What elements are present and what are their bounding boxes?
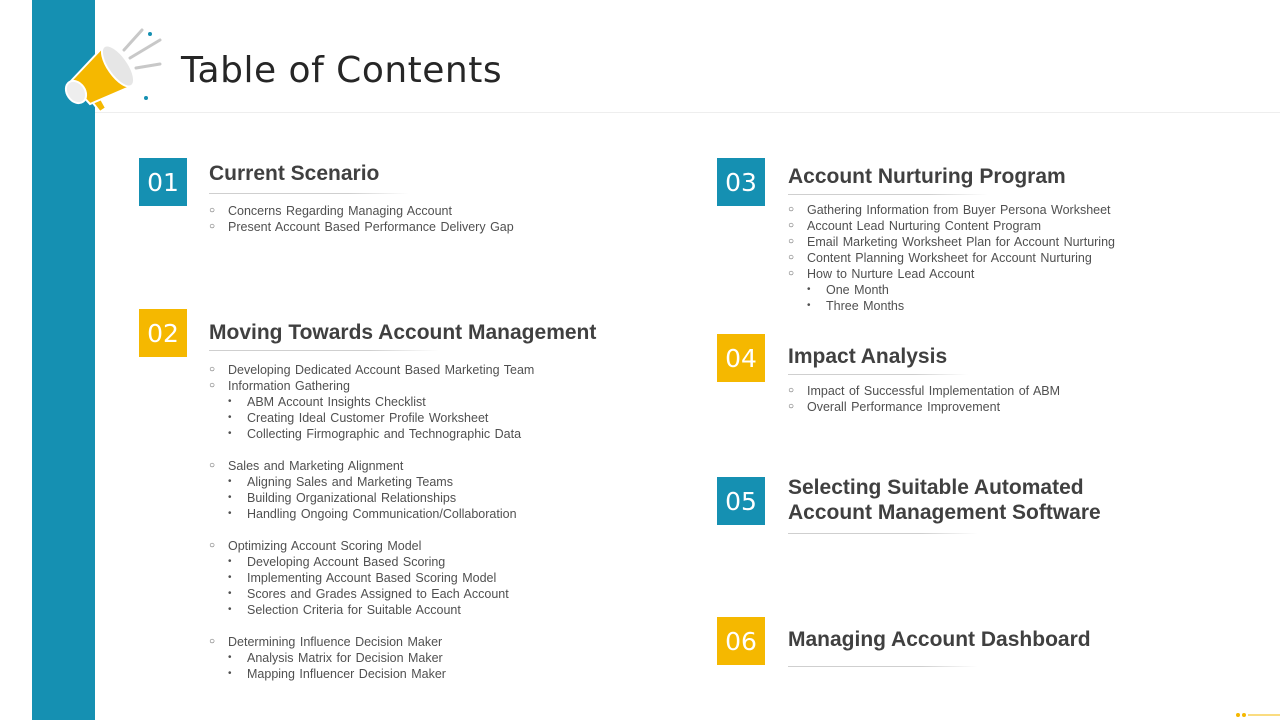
header-divider — [95, 112, 1280, 113]
list-item: ○ Concerns Regarding Managing Account — [209, 203, 514, 219]
list-item: ○ Developing Dedicated Account Based Marketing Team — [209, 362, 534, 378]
sub-list-item: • Mapping Influencer Decision Maker — [209, 666, 534, 682]
sub-list-item: • Selection Criteria for Suitable Account — [209, 602, 534, 618]
list-item: ○ How to Nurture Lead Account — [788, 266, 1115, 282]
section-number-badge: 03 — [717, 158, 765, 206]
sub-list-item: • Aligning Sales and Marketing Teams — [209, 474, 534, 490]
sub-list-item: • Collecting Firmographic and Technographic Data — [209, 426, 534, 442]
list-item: ○ Account Lead Nurturing Content Program — [788, 218, 1115, 234]
section-item-list — [209, 203, 514, 235]
section-title — [788, 475, 1101, 525]
list-spacer — [209, 618, 534, 634]
sub-list-item: • Developing Account Based Scoring — [209, 554, 534, 570]
list-item: ○ Email Marketing Worksheet Plan for Account Nurturing — [788, 234, 1115, 250]
section-number-badge: 01 — [139, 158, 187, 206]
section-divider — [209, 350, 439, 351]
sub-list-item: • Scores and Grades Assigned to Each Account — [209, 586, 534, 602]
sub-list-item: • One Month — [788, 282, 1115, 298]
sub-list-item: • Implementing Account Based Scoring Model — [209, 570, 534, 586]
section-title-line: Account Management Software — [788, 501, 1101, 524]
sub-list-item: • Handling Ongoing Communication/Collaboration — [209, 506, 534, 522]
section-number-badge: 04 — [717, 334, 765, 382]
section-number-badge: 05 — [717, 477, 765, 525]
section-title: Moving Towards Account Management — [209, 321, 597, 344]
megaphone-icon — [56, 24, 168, 120]
section-divider — [788, 194, 988, 195]
list-item: ○ Optimizing Account Scoring Model — [209, 538, 534, 554]
sub-list-item: • Analysis Matrix for Decision Maker — [209, 650, 534, 666]
list-item: ○ Sales and Marketing Alignment — [209, 458, 534, 474]
list-item: ○ Information Gathering — [209, 378, 534, 394]
section-divider — [788, 533, 978, 534]
section-title: Current Scenario — [209, 162, 380, 185]
list-item: ○ Impact of Successful Implementation of ABM — [788, 383, 1060, 399]
page-title: Table of Contents — [181, 50, 503, 91]
section-title: Managing Account Dashboard — [788, 628, 1091, 651]
sub-list-item: • Building Organizational Relationships — [209, 490, 534, 506]
section-number-badge: 02 — [139, 309, 187, 357]
list-spacer — [209, 522, 534, 538]
list-item: ○ Content Planning Worksheet for Account Nurturing — [788, 250, 1115, 266]
section-title: Impact Analysis — [788, 345, 948, 368]
list-item: ○ Overall Performance Improvement — [788, 399, 1060, 415]
list-item: ○ Determining Influence Decision Maker — [209, 634, 534, 650]
sub-list-item: • ABM Account Insights Checklist — [209, 394, 534, 410]
section-item-list — [788, 202, 1115, 314]
section-number-badge: 06 — [717, 617, 765, 665]
section-divider — [788, 666, 978, 667]
list-item: ○ Present Account Based Performance Delivery Gap — [209, 219, 514, 235]
section-item-list — [209, 362, 534, 682]
section-title: Account Nurturing Program — [788, 165, 1066, 188]
section-divider — [788, 374, 968, 375]
section-item-list — [788, 383, 1060, 415]
sub-list-item: • Creating Ideal Customer Profile Worksheet — [209, 410, 534, 426]
section-divider — [209, 193, 409, 194]
list-item: ○ Gathering Information from Buyer Persona Worksheet — [788, 202, 1115, 218]
section-title-line: Selecting Suitable Automated — [788, 476, 1084, 499]
corner-decoration — [1235, 710, 1280, 720]
list-spacer — [209, 442, 534, 458]
sub-list-item: • Three Months — [788, 298, 1115, 314]
